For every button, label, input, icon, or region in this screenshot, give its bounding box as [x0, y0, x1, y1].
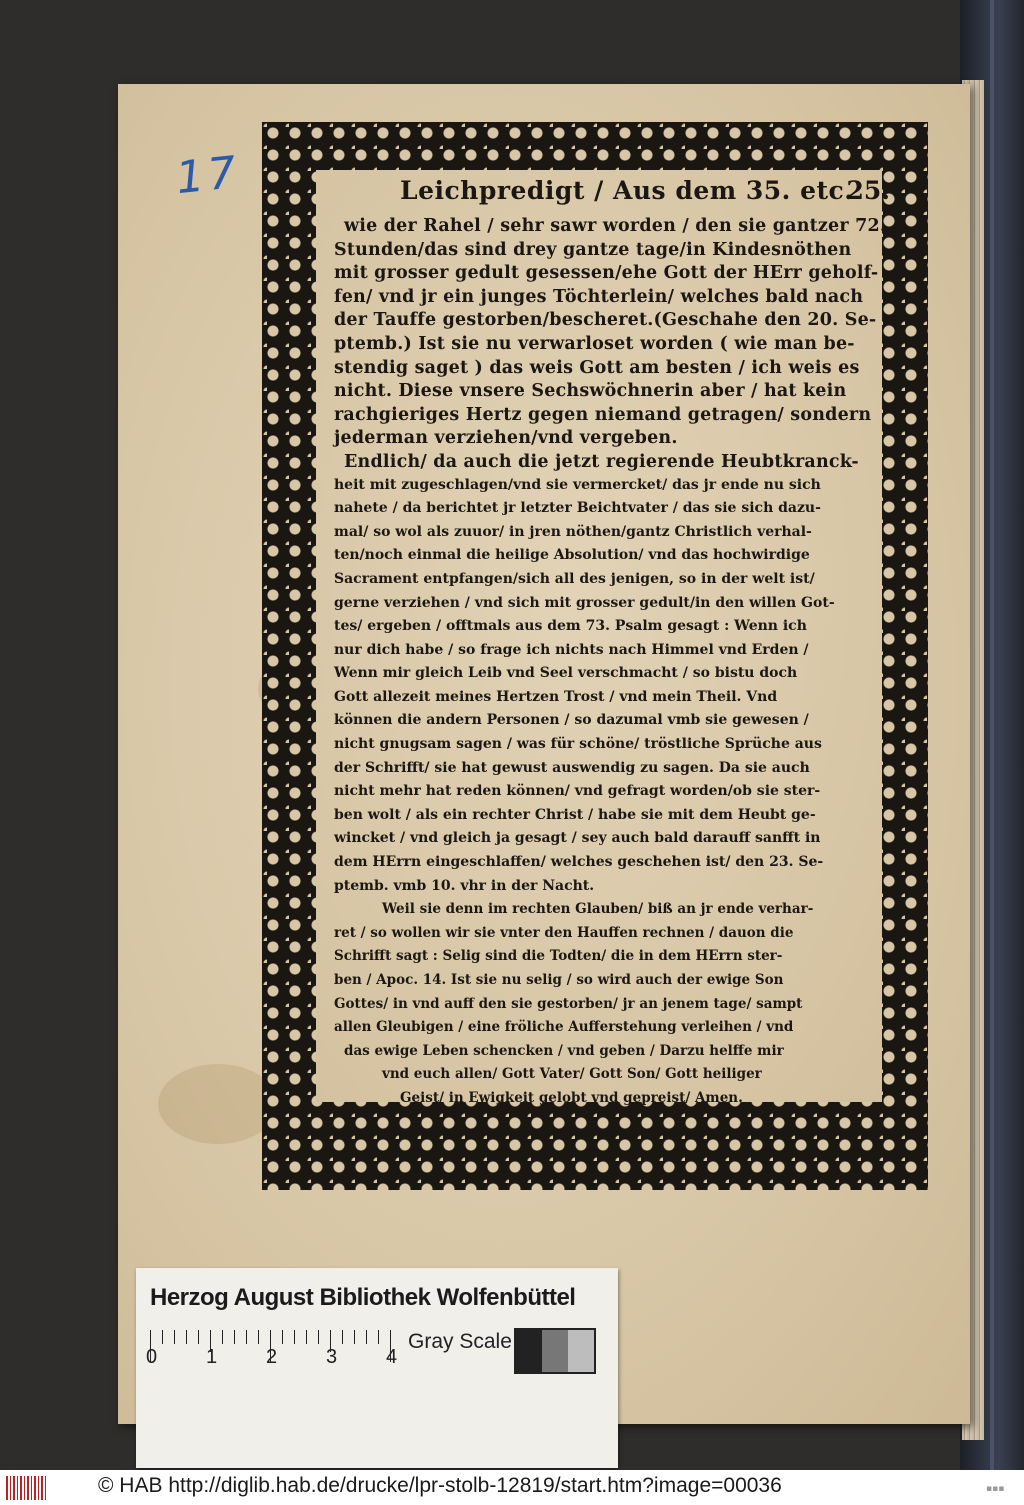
- text-line: nicht mehr hat reden können/ vnd gefragt worden/ob sie ster-: [334, 783, 821, 800]
- library-name: Herzog August Bibliothek Wolfenbüttel: [150, 1284, 576, 1311]
- text-line: Schrifft sagt : Selig sind die Todten/ die in dem HErrn ster-: [334, 948, 783, 965]
- text-line: nahete / da berichtet jr letzter Beichtvater / das sie sich dazu-: [334, 500, 821, 517]
- ruler-tick: [342, 1330, 343, 1344]
- ruler-number: 2: [266, 1346, 278, 1368]
- text-line: der Tauffe gestorben/bescheret.(Geschahe den 20. Se-: [334, 310, 877, 331]
- text-line: ptemb.) Ist sie nu verwarloset worden ( wie man be-: [334, 333, 855, 354]
- text-line: gerne verziehen / vnd sich mit grosser gedult/in den willen Got-: [334, 594, 835, 611]
- ruler-tick: [174, 1330, 175, 1344]
- text-line: Gott allezeit meines Hertzen Trost / vnd mein Theil. Vnd: [334, 688, 778, 705]
- text-line: nicht gnugsam sagen / was für schöne/ tröstliche Sprüche aus: [334, 736, 822, 753]
- text-line: dem HErrn eingeschlaffen/ welches geschehen ist/ den 23. Se-: [334, 854, 824, 871]
- text-line: Wenn mir gleich Leib vnd Seel verschmacht / so bistu doch: [334, 665, 798, 682]
- ruler-tick: [354, 1330, 355, 1344]
- ruler-number: 3: [326, 1346, 338, 1368]
- text-line: jederman verziehen/vnd vergeben.: [334, 428, 678, 449]
- handwritten-folio-note: 17: [173, 146, 243, 205]
- text-line: wie der Rahel / sehr sawr worden / den sie gantzer 72.: [344, 216, 887, 236]
- ruler-tick: [294, 1330, 295, 1344]
- gray-scale-label: Gray Scale: [408, 1330, 512, 1353]
- sermon-text: [334, 214, 887, 1111]
- text-line: Sacrament entpfangen/sich all des jenigen, so in der welt ist/: [334, 570, 815, 587]
- running-title: Leichpredigt / Aus dem 35. etc.: [400, 176, 854, 205]
- text-line: tes/ ergeben / offtmals aus dem 73. Psalm gesagt : Wenn ich: [334, 618, 807, 635]
- ruler-tick: [258, 1330, 259, 1344]
- ruler-number: 4: [386, 1346, 398, 1368]
- ruler-tick: [222, 1330, 223, 1344]
- hab-logo-icon: [6, 1476, 48, 1500]
- ruler-tick: [198, 1330, 199, 1344]
- text-line: mit grosser gedult gesessen/ehe Gott der HErr geholf-: [334, 263, 879, 284]
- running-header: [400, 176, 890, 214]
- text-line: heit mit zugeschlagen/vnd sie vermercket/ das jr ende nu sich: [334, 476, 821, 493]
- text-line: Stunden/das sind drey gantze tage/in Kindesnöthen: [334, 239, 852, 260]
- ruler-tick: [162, 1330, 163, 1344]
- text-line: Weil sie denn im rechten Glauben/ biß an jr ende verhar-: [382, 901, 814, 918]
- text-line: ret / so wollen wir sie vnter den Hauffen rechnen / dauon die: [334, 924, 794, 941]
- text-line: allen Gleubigen / eine fröliche Aufferstehung verleihen / vnd: [334, 1019, 794, 1036]
- text-line: nur dich habe / so frage ich nichts nach Himmel vnd Erden /: [334, 641, 809, 658]
- text-line: Geist/ in Ewigkeit gelobt vnd gepreist/ Amen.: [400, 1089, 743, 1106]
- gray-scale-swatch: [514, 1328, 596, 1374]
- credit-footer: [0, 1470, 1024, 1505]
- text-line: ben wolt / als ein rechter Christ / habe sie mit dem Heubt ge-: [334, 806, 816, 823]
- ruler-tick: [378, 1330, 379, 1344]
- paper-stain: [158, 1064, 278, 1144]
- text-line: nicht. Diese vnsere Sechswöchnerin aber / hat kein: [334, 381, 847, 402]
- text-line: mal/ so wol als zuuor/ in jren nöthen/gantz Christlich verhal-: [334, 523, 812, 540]
- text-line: rachgieriges Hertz gegen niemand getragen/ sondern: [334, 404, 872, 425]
- page-number: 25.: [846, 176, 890, 205]
- ruler-tick: [234, 1330, 235, 1344]
- text-line: ptemb. vmb 10. vhr in der Nacht.: [334, 877, 595, 894]
- text-line: das ewige Leben schencken / vnd geben / Darzu helffe mir: [344, 1042, 784, 1059]
- text-line: der Schrifft/ sie hat gewust auswendig zu sagen. Da sie auch: [334, 759, 810, 776]
- text-line: können die andern Personen / so dazumal vmb sie gewesen /: [334, 712, 809, 729]
- credit-link[interactable]: © HAB http://diglib.hab.de/drucke/lpr-stolb-12819/start.htm?image=00036: [98, 1474, 782, 1497]
- ruler-tick: [282, 1330, 283, 1344]
- ruler-number: 0: [146, 1346, 158, 1368]
- ruler-tick: [246, 1330, 247, 1344]
- ruler-tick: [186, 1330, 187, 1344]
- ruler-tick: [318, 1330, 319, 1344]
- library-label-card: [136, 1268, 618, 1468]
- text-line: wincket / vnd gleich ja gesagt / sey auch bald darauff sanfft in: [334, 830, 821, 847]
- text-line: vnd euch allen/ Gott Vater/ Gott Son/ Gott heiliger: [382, 1066, 762, 1083]
- footer-mark-icon: ▪▪▪: [986, 1484, 1005, 1494]
- text-line: ben / Apoc. 14. Ist sie nu selig / so wird auch der ewige Son: [334, 972, 784, 988]
- text-line: Endlich/ da auch die jetzt regierende Heubtkranck-: [344, 451, 859, 472]
- text-line: stendig saget ) das weis Gott am besten / ich weis es: [334, 357, 860, 378]
- binding-edge: [990, 0, 994, 1470]
- ruler-number: 1: [206, 1346, 218, 1368]
- ruler-tick: [366, 1330, 367, 1344]
- text-line: fen/ vnd jr ein junges Töchterlein/ welches bald nach: [334, 286, 864, 307]
- text-line: Gottes/ in vnd auff den sie gestorben/ jr an jenem tage/ sampt: [334, 995, 803, 1012]
- text-line: ten/noch einmal die heilige Absolution/ vnd das hochwirdige: [334, 547, 810, 564]
- ruler-tick: [306, 1330, 307, 1344]
